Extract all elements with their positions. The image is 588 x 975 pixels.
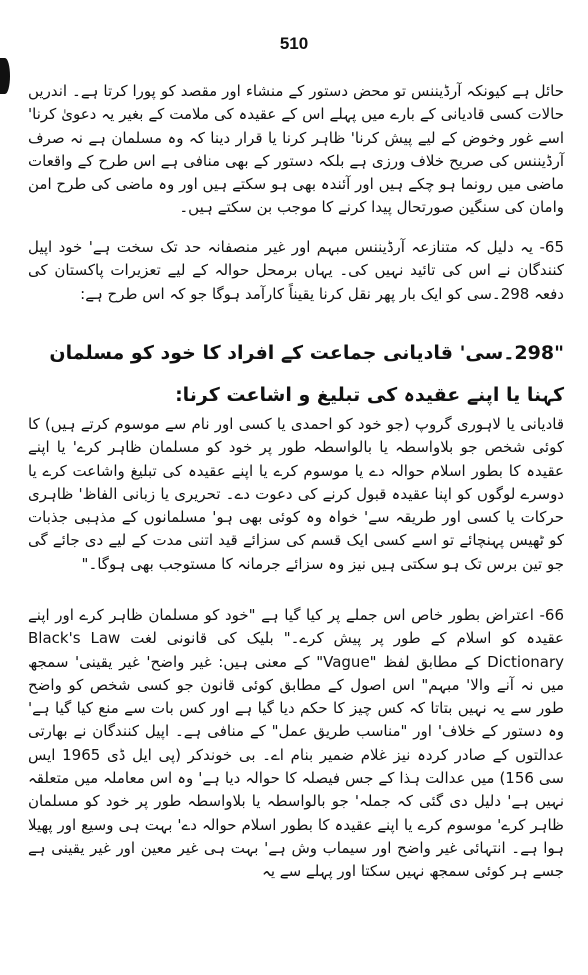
section-298c-heading: "298۔سی' قادیانی جماعت کے افراد کا خود کو مسلمان کہنا یا اپنے عقیدہ کی تبلیغ و اشاعت کرنا: — [49, 342, 564, 406]
page-number: 510 — [279, 34, 309, 53]
paragraph-66: 66- اعتراض بطور خاص اس جملے پر کیا گیا ہے "خود کو مسلمان ظاہر کرے اور اپنے عقیدہ کو اسلام کے طور پر پیش کرے۔" بلیک کی قانونی لغت Black's Law Dictionary کے مطابق لفظ "Vague" کے معنی ہیں: غیر واضح' غیر یقینی' سمجھ میں نہ آنے والا' مبہم" اس اصول کے مطابق کوئی قانون جو کسی شخص کو واضح طور سے یہ نہیں بتاتا کہ کس چیز کا حکم دیا گیا ہے اور کس بات سے منع کیا گیا ہے' وہ دستور کے خلاف' اور "مناسب طریق عمل" کے منافی ہے۔ اپیل کنندگان نے بھارتی عدالتوں کے صادر کردہ نیز غلام ضمیر بنام اے۔ بی خوندکر (پی ایل ڈی 1965 ایس سی 156) میں عدالت ہذا کے جس فیصلہ کا حوالہ دیا ہے' وہ اس معاملہ میں متعلقہ نہیں ہے' دلیل دی گئی کہ جملہ' جو بالواسطہ یا بلاواسطہ طور پر خود کو مسلمان ظاہر کرے' موسوم کرے یا اپنے عقیدہ کا بطور اسلام حوالہ دے' بہت ہی وسیع اور پھیلا ہوا ہے۔ انتہائی غیر واضح اور سیماب وش ہے' بہت ہی غیر معین اور غیر یقینی ہے جسے ہر کوئی سمجھ نہیں سکتا اور پہلے سے یہ — [28, 606, 565, 881]
paragraph-65: 65- یہ دلیل کہ متنازعہ آرڈیننس مبہم اور غیر منصفانہ حد تک سخت ہے' خود اپیل کنندگان نے اس کی تائید نہیں کی۔ یہاں برمحل حوالہ کے لیے تعزیرات پاکستان کی دفعہ 298۔سی کو ایک بار پھر نقل کرنا یقیناً کارآمد ہوگا جو کہ اس طرح ہے: — [28, 238, 564, 303]
margin-mark — [0, 58, 10, 94]
paragraph-continuation: حائل ہے کیونکہ آرڈیننس تو محض دستور کے منشاء اور مقصد کو پورا کرتا ہے۔ اندریں حالات کسی قادیانی کے بارے میں پہلے اس کے عقیدہ کی ملامت کے بغیر یہ دعویٰ کرنا' اسے غور وخوض کے لیے پیش کرنا' ظاہر کرنا یا قرار دینا کہ وہ مسلمان ہے نہ صرف آرڈیننس کی صریح خلاف ورزی ہے بلکہ دستور کے بھی منافی ہے اس طرح کے واقعات ماضی میں رونما ہو چکے ہیں اور آئندہ بھی ہو سکتے ہیں اور وہ ماضی کی طرح امن وامان کی سنگین صورتحال پیدا کرنے کا موجب بن سکتے ہیں۔ — [28, 82, 564, 217]
section-298c-text: قادیانی یا لاہوری گروپ (جو خود کو احمدی یا کسی اور نام سے موسوم کرتے ہیں) کا کوئی شخص جو بلاواسطہ یا بالواسطہ طور پر خود کو مسلمان ظاہر کرے' یا اپنے عقیدہ کا بطور اسلام حوالہ دے یا موسوم کرے یا اپنے عقیدہ کی تبلیغ واشاعت کرے یا دوسرے لوگوں کو اپنا عقیدہ قبول کرنے کی دعوت دے۔ تحریری یا زبانی الفاظ' ظاہری حرکات یا کسی اور طریقہ سے' خواہ وہ کوئی بھی ہو' مسلمانوں کے مذہبی جذبات کو ٹھیس پہنچائے تو اسے کسی ایک قسم کی سزائے قید اتنی مدت کے لیے دی جائے گی جو تین برس تک ہو سکتی ہیں نیز وہ سزائے جرمانہ کا مستوجب بھی ہوگا۔" — [28, 415, 564, 573]
